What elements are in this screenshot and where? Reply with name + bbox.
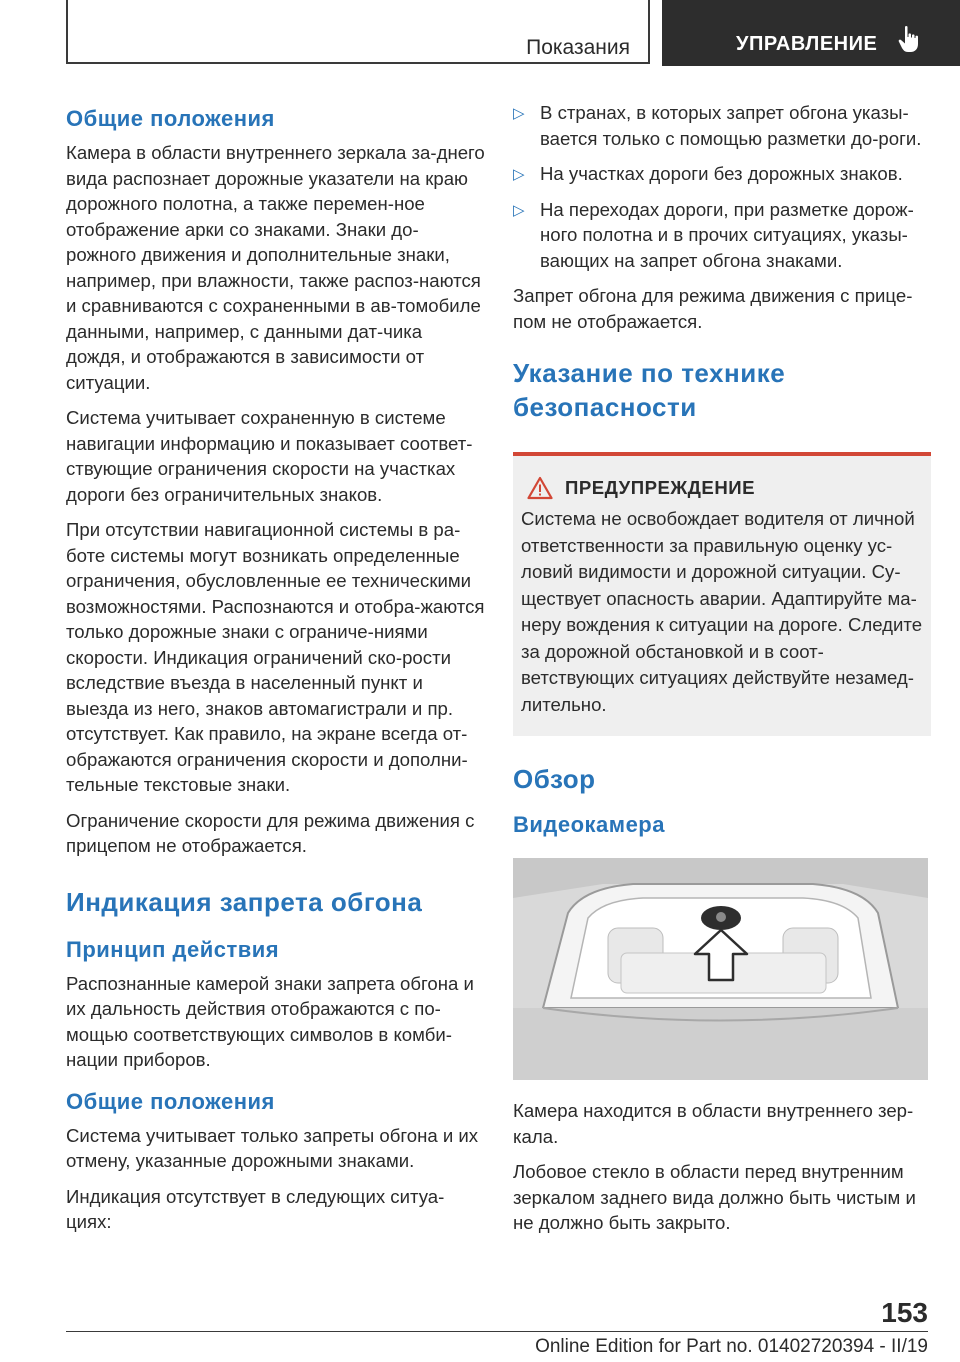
list-item: ▷ В странах, в которых запрет обгона указы-вается только с помощью разметки до-роги.	[513, 102, 922, 149]
car-interior-illustration	[513, 858, 928, 1080]
heading-principle: Принцип действия	[66, 936, 280, 962]
paragraph-camera-location: Камера находится в области внутреннего зер-кала.	[513, 1100, 914, 1147]
triangle-bullet-icon: ▷	[513, 105, 525, 122]
page-number: 153	[881, 1297, 928, 1328]
left-column	[66, 100, 486, 1245]
warning-title: ПРЕДУПРЕЖДЕНИЕ	[565, 477, 756, 498]
hand-pointer-icon	[894, 24, 924, 54]
footer-divider	[66, 1331, 928, 1332]
paragraph-windshield-clean: Лобовое стекло в области перед внутренним зеркалом заднего вида должно быть чистым и не должно быть закрыто.	[513, 1161, 916, 1233]
paragraph-trailer-overtaking: Запрет обгона для режима движения с прице-пом не отображается.	[513, 285, 913, 332]
situations-list	[513, 100, 931, 273]
heading-overtaking-indication: Индикация запрета обгона	[66, 886, 423, 917]
footer-edition: Online Edition for Part no. 01402720394 - II/19	[535, 1336, 928, 1357]
list-item: ▷ На участках дороги без дорожных знаков.	[513, 161, 931, 187]
paragraph-navigation-info: Система учитывает сохраненную в системе навигации информацию и показывает соответ-ствующие ограничения скорости на участках дороги без ограничительных знаков.	[66, 407, 473, 505]
paragraph-no-navigation: При отсутствии навигационной системы в ра-боте системы могут возникать определенные ограничения, обусловленные ее техническими возможностями. Распознаются и отобра-жаются только дорожные знаки с ограниче-ниями скорости. Индикация ограничений ско-рости вследствие въезда в населенный пункт и выезда из него, знаков автомагистрали и пр. отсутствует. Как правило, на экране всегда от-ображаются ограничения скорости и дополни-тельные текстовые знаки.	[66, 519, 485, 795]
paragraph-no-indication-situations: Индикация отсутствует в следующих ситуа-циях:	[66, 1185, 445, 1232]
paragraph-overtaking-signs: Система учитывает только запреты обгона и их отмену, указанные дорожными знаками.	[66, 1124, 479, 1171]
triangle-bullet-icon: ▷	[513, 201, 525, 219]
section-title: Показания	[526, 36, 630, 59]
header-section-tab	[66, 0, 650, 64]
paragraph-camera-recognition: Камера в области внутреннего зеркала за-днего вида распознает дорожные указатели на краю дорожного полотна, а также перемен-ное отображение арки со знаками. Знаки до-рожного движения и дополнительные знаки, например, при влажности, также распоз-наются и сравниваются с сохраненными в ав-томобиле данными, например, с данными дат-чика дождя, и отображаются в зависимости от ситуации.	[66, 142, 485, 393]
heading-safety: Указание по технике безопасности	[513, 358, 786, 422]
paragraph-trailer-speed: Ограничение скорости для режима движения с прицепом не отображается.	[66, 809, 475, 856]
heading-general-2: Общие положения	[66, 1088, 275, 1114]
heading-video-camera: Видеокамера	[513, 812, 665, 837]
header-chapter-tab	[662, 0, 960, 66]
heading-general-1: Общие положения	[66, 106, 275, 131]
warning-triangle-icon	[527, 476, 553, 500]
heading-overview: Обзор	[513, 764, 596, 794]
warning-box	[513, 452, 931, 736]
right-column	[513, 100, 931, 1246]
paragraph-overtaking-display: Распознанные камерой знаки запрета обгона и их дальность действия отображаются с по-мощью соответствующих символов в комби-нации приборов.	[66, 972, 474, 1070]
list-item: ▷ На переходах дороги, при разметке дорож-ного полотна и в прочих ситуациях, указы-вающих на запрет обгона знаками.	[513, 198, 914, 271]
triangle-bullet-icon: ▷	[513, 166, 525, 183]
camera-location-image	[513, 858, 928, 1080]
warning-text: Система не освобождает водителя от личной ответственности за правильную оценку ус-ловий видимости и дорожной ситуации. Су-ществует опасность аварии. Адаптируйте ма-неру вождения к ситуации на дороге. Следите за дорожной обстановкой и в соот-ветствующих ситуациях действуйте незамед-лительно.	[521, 508, 923, 715]
warning-header	[527, 476, 923, 500]
chapter-title: УПРАВЛЕНИЕ	[736, 33, 878, 55]
